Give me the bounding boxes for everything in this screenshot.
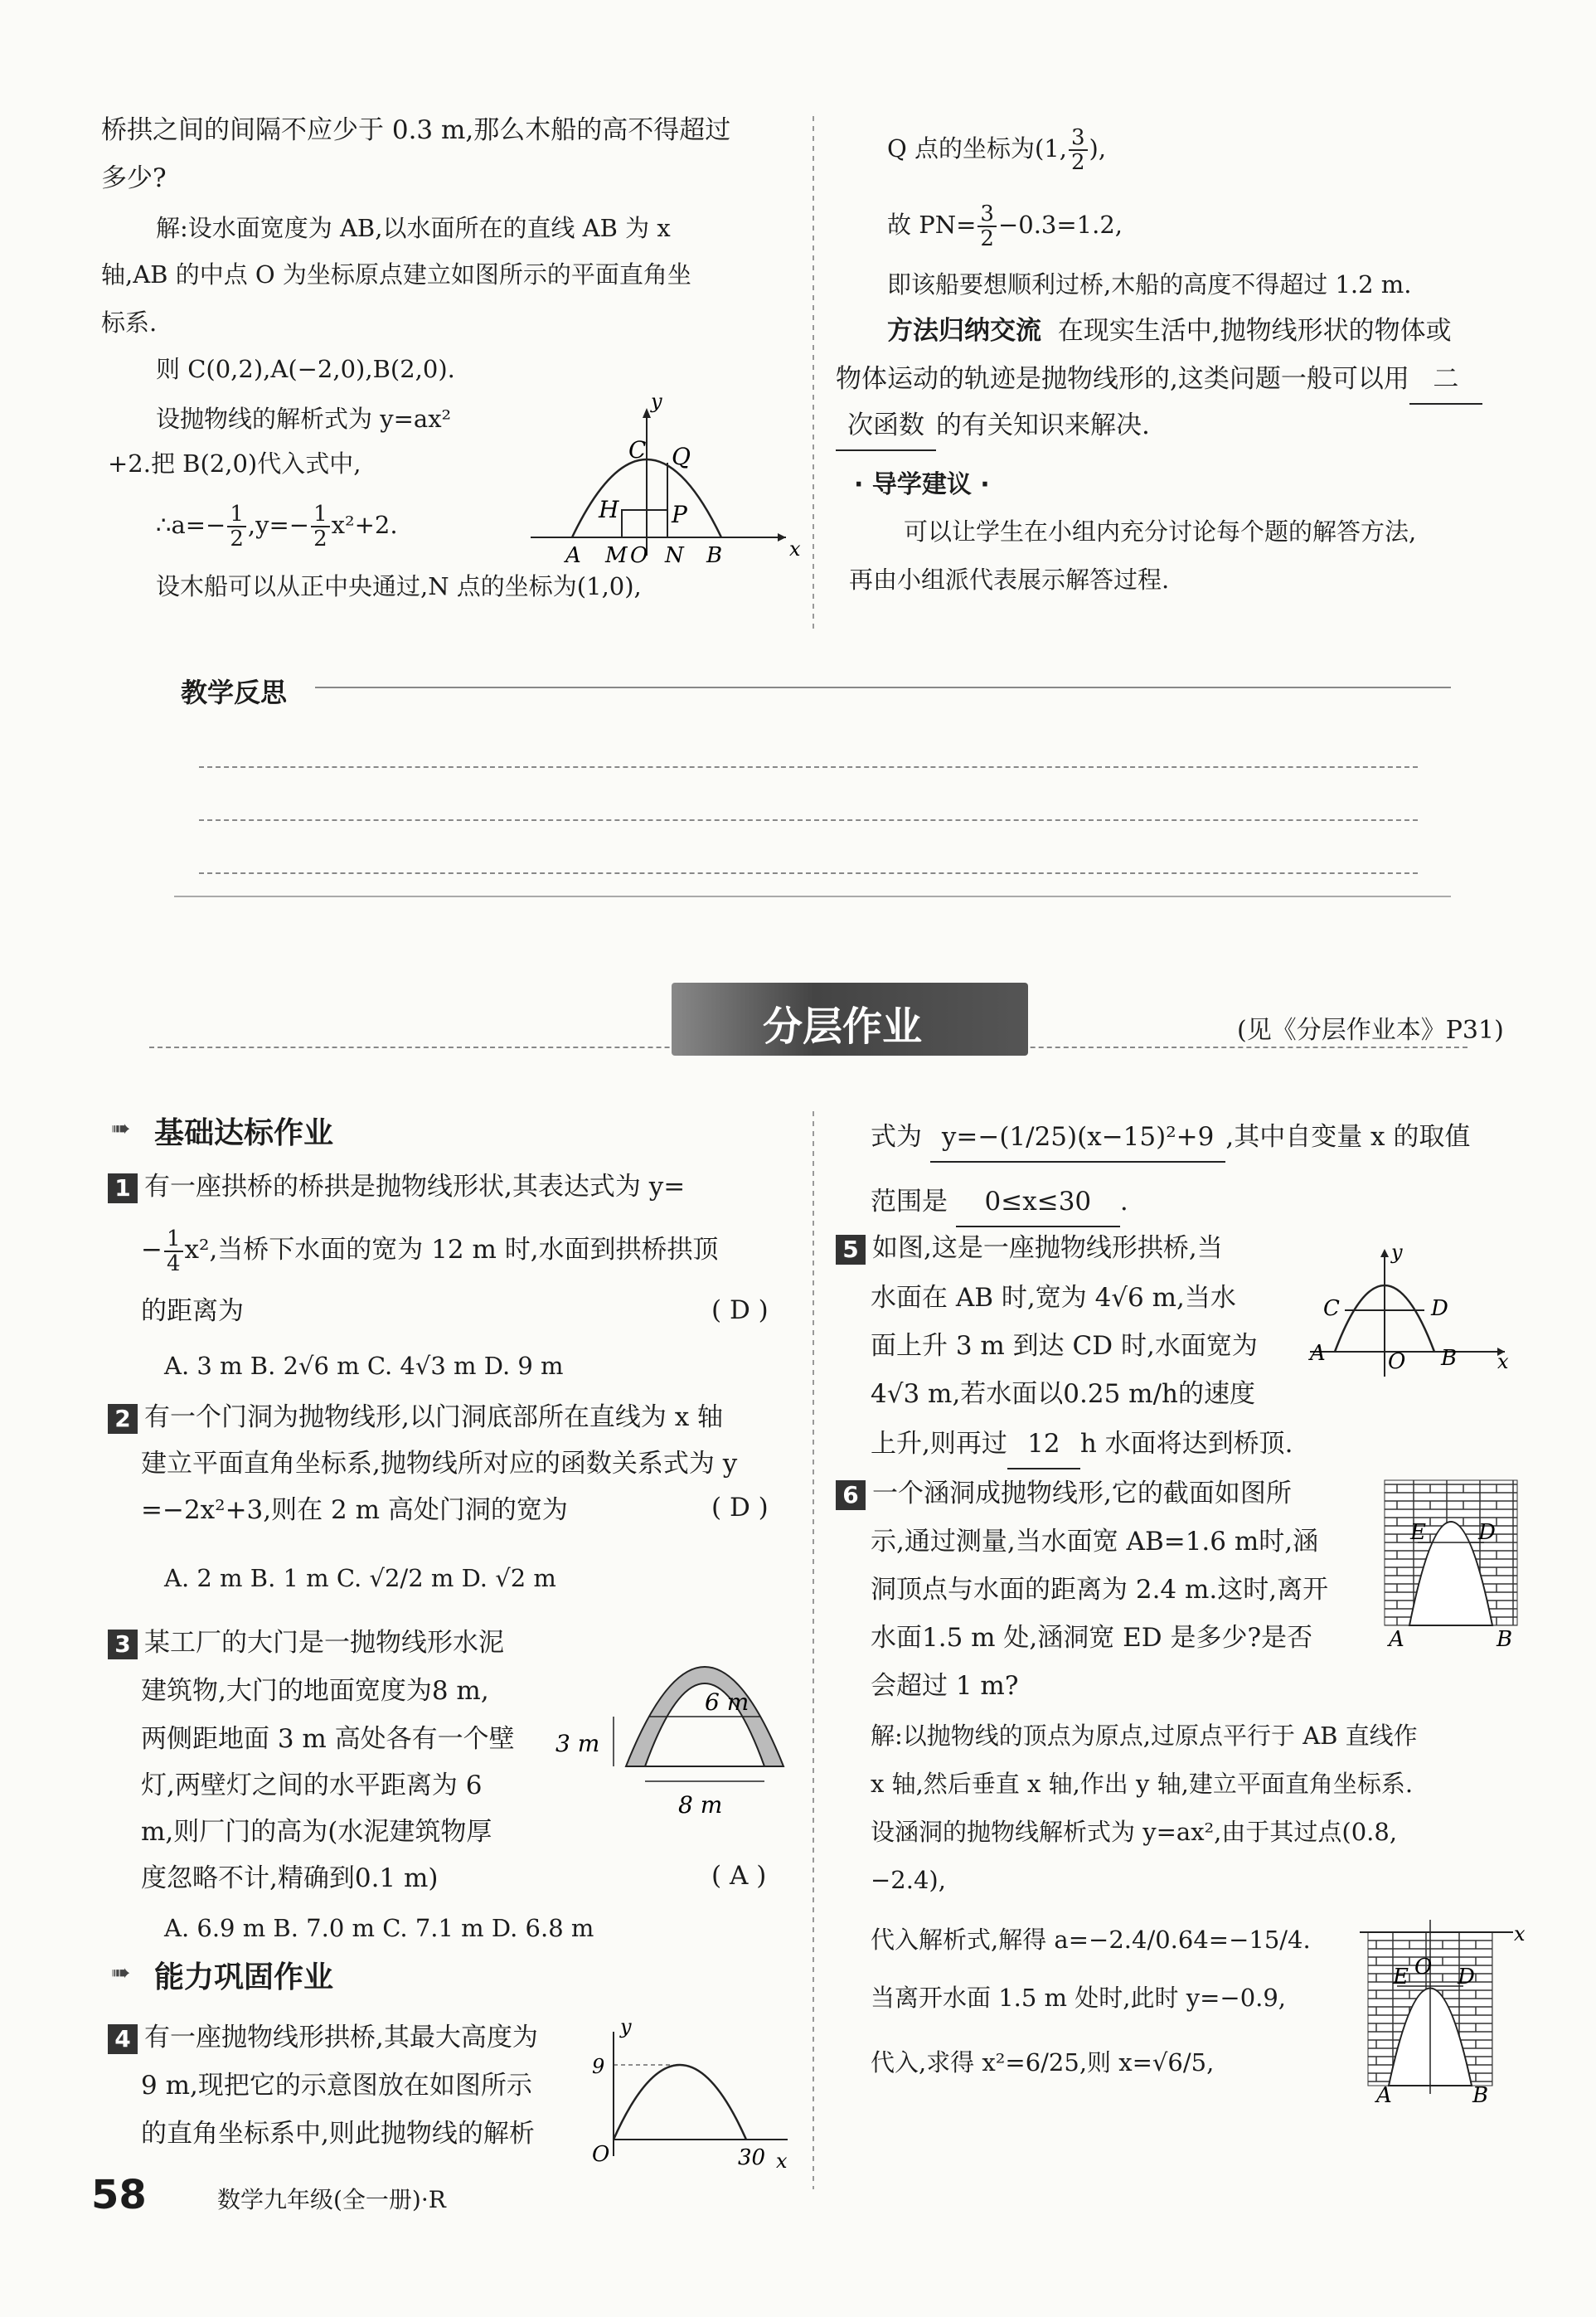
page-number: 58 — [91, 2172, 147, 2218]
q6-line: 水面1.5 m 处,涵洞宽 ED 是多少?是否 — [871, 1623, 1313, 1653]
q2-line: 2 有一个门洞为抛物线形,以门洞底部所在直线为 x 轴 — [108, 1393, 723, 1441]
q6-sol: −2.4), — [871, 1866, 946, 1894]
label-y: y — [651, 390, 662, 413]
q6-sol: x 轴,然后垂直 x 轴,作出 y 轴,建立平面直角坐标系. — [871, 1770, 1414, 1798]
bridge-figure — [522, 390, 801, 568]
bridge-q5-figure — [1302, 1241, 1517, 1385]
q3-line: 建筑物,大门的地面宽度为8 m, — [141, 1676, 489, 1706]
q1-line: − $\frac{1}{4}$ x²,当桥下水面的宽为 12 m 时,水面到拱桥拱顶 — [141, 1226, 719, 1276]
q6-line: 6 一个涵洞成抛物线形,它的截面如图所 — [836, 1469, 1292, 1518]
column-divider — [813, 1111, 814, 2189]
q4-cont-line: 范围是 0≤x≤30 . — [871, 1178, 1128, 1227]
fig-y: y — [620, 2015, 632, 2038]
culvert-axes-figure — [1360, 1916, 1526, 2106]
text-line: 即该船要想顺利过桥,木船的高度不得超过 1.2 m. — [887, 270, 1412, 299]
q3-answer: ( A ) — [711, 1861, 767, 1891]
fig-A: A — [1310, 1341, 1326, 1366]
q4-cont-line: 式为 y=−(1/25)(x−15)²+9 ,其中自变量 x 的取值 — [871, 1113, 1470, 1163]
text-line: 标系. — [101, 308, 158, 337]
fig-B: B — [1472, 2083, 1489, 2108]
q1-line: 的距离为 — [141, 1296, 244, 1326]
reflection-line — [199, 872, 1418, 874]
fig-x: x — [1514, 1922, 1526, 1945]
label-H: H — [599, 496, 619, 523]
q5-line: 水面在 AB 时,宽为 4√6 m,当水 — [871, 1283, 1236, 1313]
culvert-figure — [1380, 1476, 1521, 1650]
formula-pn: 故 PN= $\frac{3}{2}$ −0.3=1.2, — [887, 202, 1123, 251]
arrow-icon: ➠ — [111, 1115, 131, 1142]
text-line: 可以让学生在小组内充分讨论每个题的解答方法, — [904, 517, 1417, 546]
q4-line: 的直角坐标系中,则此抛物线的解析 — [141, 2119, 535, 2149]
reflection-title: 教学反思 — [181, 677, 288, 708]
fig-B: B — [1497, 1627, 1513, 1652]
fig-D: D — [1431, 1296, 1448, 1321]
q2-answer: ( D ) — [711, 1493, 769, 1523]
q6-sol: 代入解析式,解得 a=−2.4/0.64=−15/4. — [871, 1926, 1311, 1954]
section-basic-title: 基础达标作业 — [154, 1116, 334, 1150]
banner: 分层作业 — [672, 983, 1028, 1056]
label-x: x — [789, 537, 801, 561]
method-line: 次函数 的有关知识来解决. — [836, 401, 1150, 451]
arrow-icon: ➠ — [111, 1959, 131, 1986]
fig-x: x — [1497, 1350, 1509, 1373]
guide-title: · 导学建议 · — [854, 470, 990, 499]
q3-line: 两侧距地面 3 m 高处各有一个壁 — [141, 1724, 515, 1754]
q3-options: A. 6.9 m B. 7.0 m C. 7.1 m D. 6.8 m — [164, 1914, 594, 1942]
q2-line: 建立平面直角坐标系,抛物线所对应的函数关系式为 y — [141, 1449, 738, 1479]
door-figure — [547, 1617, 804, 1824]
q3-line: 度忽略不计,精确到0.1 m) — [141, 1863, 439, 1893]
text-line: 再由小组派代表展示解答过程. — [849, 566, 1170, 594]
fig-D: D — [1478, 1520, 1496, 1545]
fig-3m: 3 m — [555, 1730, 600, 1757]
q5-line: 面上升 3 m 到达 CD 时,水面宽为 — [871, 1331, 1258, 1361]
formula-q: Q 点的坐标为(1, $\frac{3}{2}$ ), — [887, 125, 1107, 175]
label-Q: Q — [672, 443, 691, 470]
text-line: 则 C(0,2),A(−2,0),B(2,0). — [156, 355, 455, 383]
fig-x: x — [776, 2149, 788, 2173]
method-line: 物体运动的轨迹是抛物线形的,这类问题一般可以用 二 — [836, 355, 1482, 405]
formula-a: ∴a=− $\frac{1}{2}$ ,y=− $\frac{1}{2}$ x²+2. — [156, 502, 398, 551]
q2-options: A. 2 m B. 1 m C. √2/2 m D. √2 m — [164, 1564, 556, 1592]
reflection-line — [199, 766, 1418, 768]
reflection-line — [199, 819, 1418, 821]
reflection-rule — [315, 687, 1451, 688]
q6-line: 洞顶点与水面的距离为 2.4 m.这时,离开 — [871, 1575, 1329, 1605]
fig-A: A — [1376, 2083, 1392, 2108]
q3-line: m,则厂门的高为(水泥建筑物厚 — [141, 1817, 492, 1847]
fig-9: 9 — [592, 2055, 605, 2078]
q6-line: 会超过 1 m? — [871, 1671, 1019, 1701]
text-line: 设木船可以从正中央通过,N 点的坐标为(1,0), — [156, 572, 642, 600]
text-line: 设抛物线的解析式为 y=ax² — [156, 405, 452, 433]
q1-options: A. 3 m B. 2√6 m C. 4√3 m D. 9 m — [164, 1352, 564, 1380]
q5-line: 4√3 m,若水面以0.25 m/h的速度 — [871, 1379, 1255, 1409]
fig-B: B — [1441, 1346, 1458, 1371]
q2-line: =−2x²+3,则在 2 m 高处门洞的宽为 — [141, 1495, 568, 1525]
label-O: O — [630, 543, 648, 568]
book-title: 数学九年级(全一册)·R — [217, 2186, 446, 2213]
fig-8m: 8 m — [678, 1791, 723, 1819]
fig-E: E — [1393, 1965, 1409, 1989]
fig-O: O — [592, 2142, 610, 2167]
q3-line: 3 某工厂的大门是一抛物线形水泥 — [108, 1619, 504, 1667]
column-divider — [813, 116, 814, 630]
fig-A: A — [1389, 1627, 1404, 1652]
text-line: 解:设水面宽度为 AB,以水面所在的直线 AB 为 x — [156, 214, 671, 242]
label-A: A — [565, 543, 581, 568]
label-P: P — [672, 501, 687, 528]
text-line: 桥拱之间的间隔不应少于 0.3 m,那么木船的高不得超过 — [101, 115, 731, 145]
fig-E: E — [1410, 1520, 1426, 1545]
q5-line: 上升,则再过 12 h 水面将达到桥顶. — [871, 1420, 1293, 1469]
q1-answer: ( D ) — [711, 1295, 769, 1325]
q3-line: 灯,两壁灯之间的水平距离为 6 — [141, 1771, 483, 1800]
q1-line: 1 有一座拱桥的桥拱是抛物线形状,其表达式为 y= — [108, 1163, 685, 1211]
arch-figure — [580, 2015, 804, 2173]
q6-sol: 代入,求得 x²=6/25,则 x=√6/5, — [871, 2048, 1215, 2077]
q6-sol: 设涵洞的抛物线解析式为 y=ax²,由于其过点(0.8, — [871, 1818, 1398, 1846]
label-B: B — [706, 543, 723, 568]
text-line: 轴,AB 的中点 O 为坐标原点建立如图所示的平面直角坐 — [101, 260, 691, 289]
fig-C: C — [1323, 1296, 1340, 1321]
method-line: 方法归纳交流 在现实生活中,抛物线形状的物体或 — [887, 316, 1452, 346]
q5-line: 5 如图,这是一座抛物线形拱桥,当 — [836, 1224, 1223, 1272]
fig-30: 30 — [738, 2145, 766, 2170]
section-ability-title: 能力巩固作业 — [154, 1960, 334, 1994]
q4-line: 4 有一座抛物线形拱桥,其最大高度为 — [108, 2013, 538, 2062]
q6-sol: 当离开水面 1.5 m 处时,此时 y=−0.9, — [871, 1984, 1287, 2012]
label-M: M — [605, 543, 628, 568]
reflection-bottom — [174, 896, 1451, 897]
label-C: C — [628, 436, 647, 464]
fig-O: O — [1414, 1955, 1433, 1979]
fig-y: y — [1391, 1241, 1403, 1264]
banner-ref: (见《分层作业本》P31) — [1237, 1016, 1504, 1045]
text-line: +2.把 B(2,0)代入式中, — [108, 449, 361, 478]
label-N: N — [665, 543, 684, 568]
fig-6m: 6 m — [705, 1688, 749, 1716]
fig-O: O — [1388, 1349, 1406, 1374]
text-line: 多少? — [101, 163, 167, 193]
q6-line: 示,通过测量,当水面宽 AB=1.6 m时,涵 — [871, 1527, 1319, 1557]
q4-line: 9 m,现把它的示意图放在如图所示 — [141, 2071, 532, 2101]
fig-D: D — [1458, 1965, 1475, 1989]
q6-sol: 解:以抛物线的顶点为原点,过原点平行于 AB 直线作 — [871, 1722, 1418, 1750]
